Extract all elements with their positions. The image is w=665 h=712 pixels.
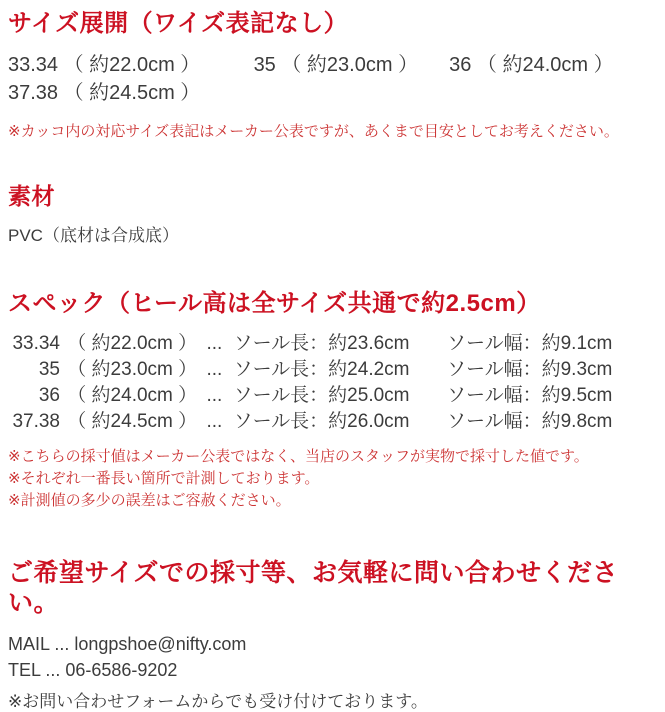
spec-separator: ... xyxy=(206,411,223,433)
spec-sole-width: ソール幅：約9.5cm xyxy=(447,385,613,407)
material-section-heading: 素材 xyxy=(8,182,55,209)
size-item: 36 （ 約24.0cm ） xyxy=(449,53,614,76)
size-disclaimer-note: ※カッコ内の対応サイズ表記はメーカー公表ですが、あくまで目安としてお考えください。 xyxy=(8,122,619,140)
material-value: PVC（底材は合成底） xyxy=(8,226,179,246)
contact-section-heading: ご希望サイズでの採寸等、お気軽に問い合わせください。 xyxy=(8,559,619,618)
spec-size-label: 36 xyxy=(38,385,60,407)
size-item: 35 （ 約23.0cm ） xyxy=(253,53,419,76)
spec-size-label: 37.38 xyxy=(12,411,60,433)
spec-sole-length: ソール長：約25.0cm xyxy=(233,385,410,407)
spec-note: ※こちらの採寸値はメーカー公表ではなく、当店のスタッフが実物で採寸した値です。 xyxy=(8,448,589,466)
spec-sole-length: ソール長：約26.0cm xyxy=(233,411,410,433)
spec-sole-length: ソール長：約24.2cm xyxy=(233,359,410,381)
spec-size-cm: （ 約22.0cm ） xyxy=(67,333,198,355)
spec-row xyxy=(8,409,659,435)
spec-sole-length: ソール長：約23.6cm xyxy=(233,333,410,355)
size-item: 37.38 （ 約24.5cm ） xyxy=(8,81,201,104)
spec-section xyxy=(8,290,659,512)
spec-size-cm: （ 約24.5cm ） xyxy=(67,411,198,433)
spec-table xyxy=(8,331,659,435)
spec-notes xyxy=(8,446,659,512)
spec-row xyxy=(8,383,659,409)
spec-separator: ... xyxy=(206,333,223,355)
spec-note: ※計測値の多少の誤差はご容赦ください。 xyxy=(8,492,291,510)
spec-size-label: 33.34 xyxy=(12,333,60,355)
spec-sole-width: ソール幅：約9.1cm xyxy=(447,333,613,355)
spec-separator: ... xyxy=(206,359,223,381)
material-section xyxy=(8,183,659,247)
contact-tel: TEL ... 06-6586-9202 xyxy=(8,660,178,681)
size-row-2 xyxy=(8,80,659,107)
spec-size-cm: （ 約24.0cm ） xyxy=(67,385,198,407)
spec-size-label: 35 xyxy=(38,359,60,381)
spec-row xyxy=(8,357,659,383)
spec-sole-width: ソール幅：約9.3cm xyxy=(447,359,613,381)
spec-size-cm: （ 約23.0cm ） xyxy=(67,359,198,381)
size-section-heading: サイズ展開（ワイズ表記なし） xyxy=(8,10,349,37)
size-list xyxy=(8,52,659,107)
spec-row xyxy=(8,331,659,357)
size-item: 33.34 （ 約22.0cm ） xyxy=(8,53,201,76)
spec-separator: ... xyxy=(206,385,223,407)
contact-form-note: ※お問い合わせフォームからでも受け付けております。 xyxy=(8,692,428,712)
spec-sole-width: ソール幅：約9.8cm xyxy=(447,411,613,433)
contact-mail: MAIL ... longpshoe@nifty.com xyxy=(8,634,247,655)
contact-section xyxy=(8,558,659,712)
spec-section-heading: スペック（ヒール高は全サイズ共通で約2.5cm） xyxy=(8,290,541,318)
size-row-1 xyxy=(8,52,659,79)
size-section xyxy=(8,10,659,143)
contact-lines xyxy=(8,631,659,683)
spec-note: ※それぞれ一番長い箇所で計測しております。 xyxy=(8,470,320,488)
